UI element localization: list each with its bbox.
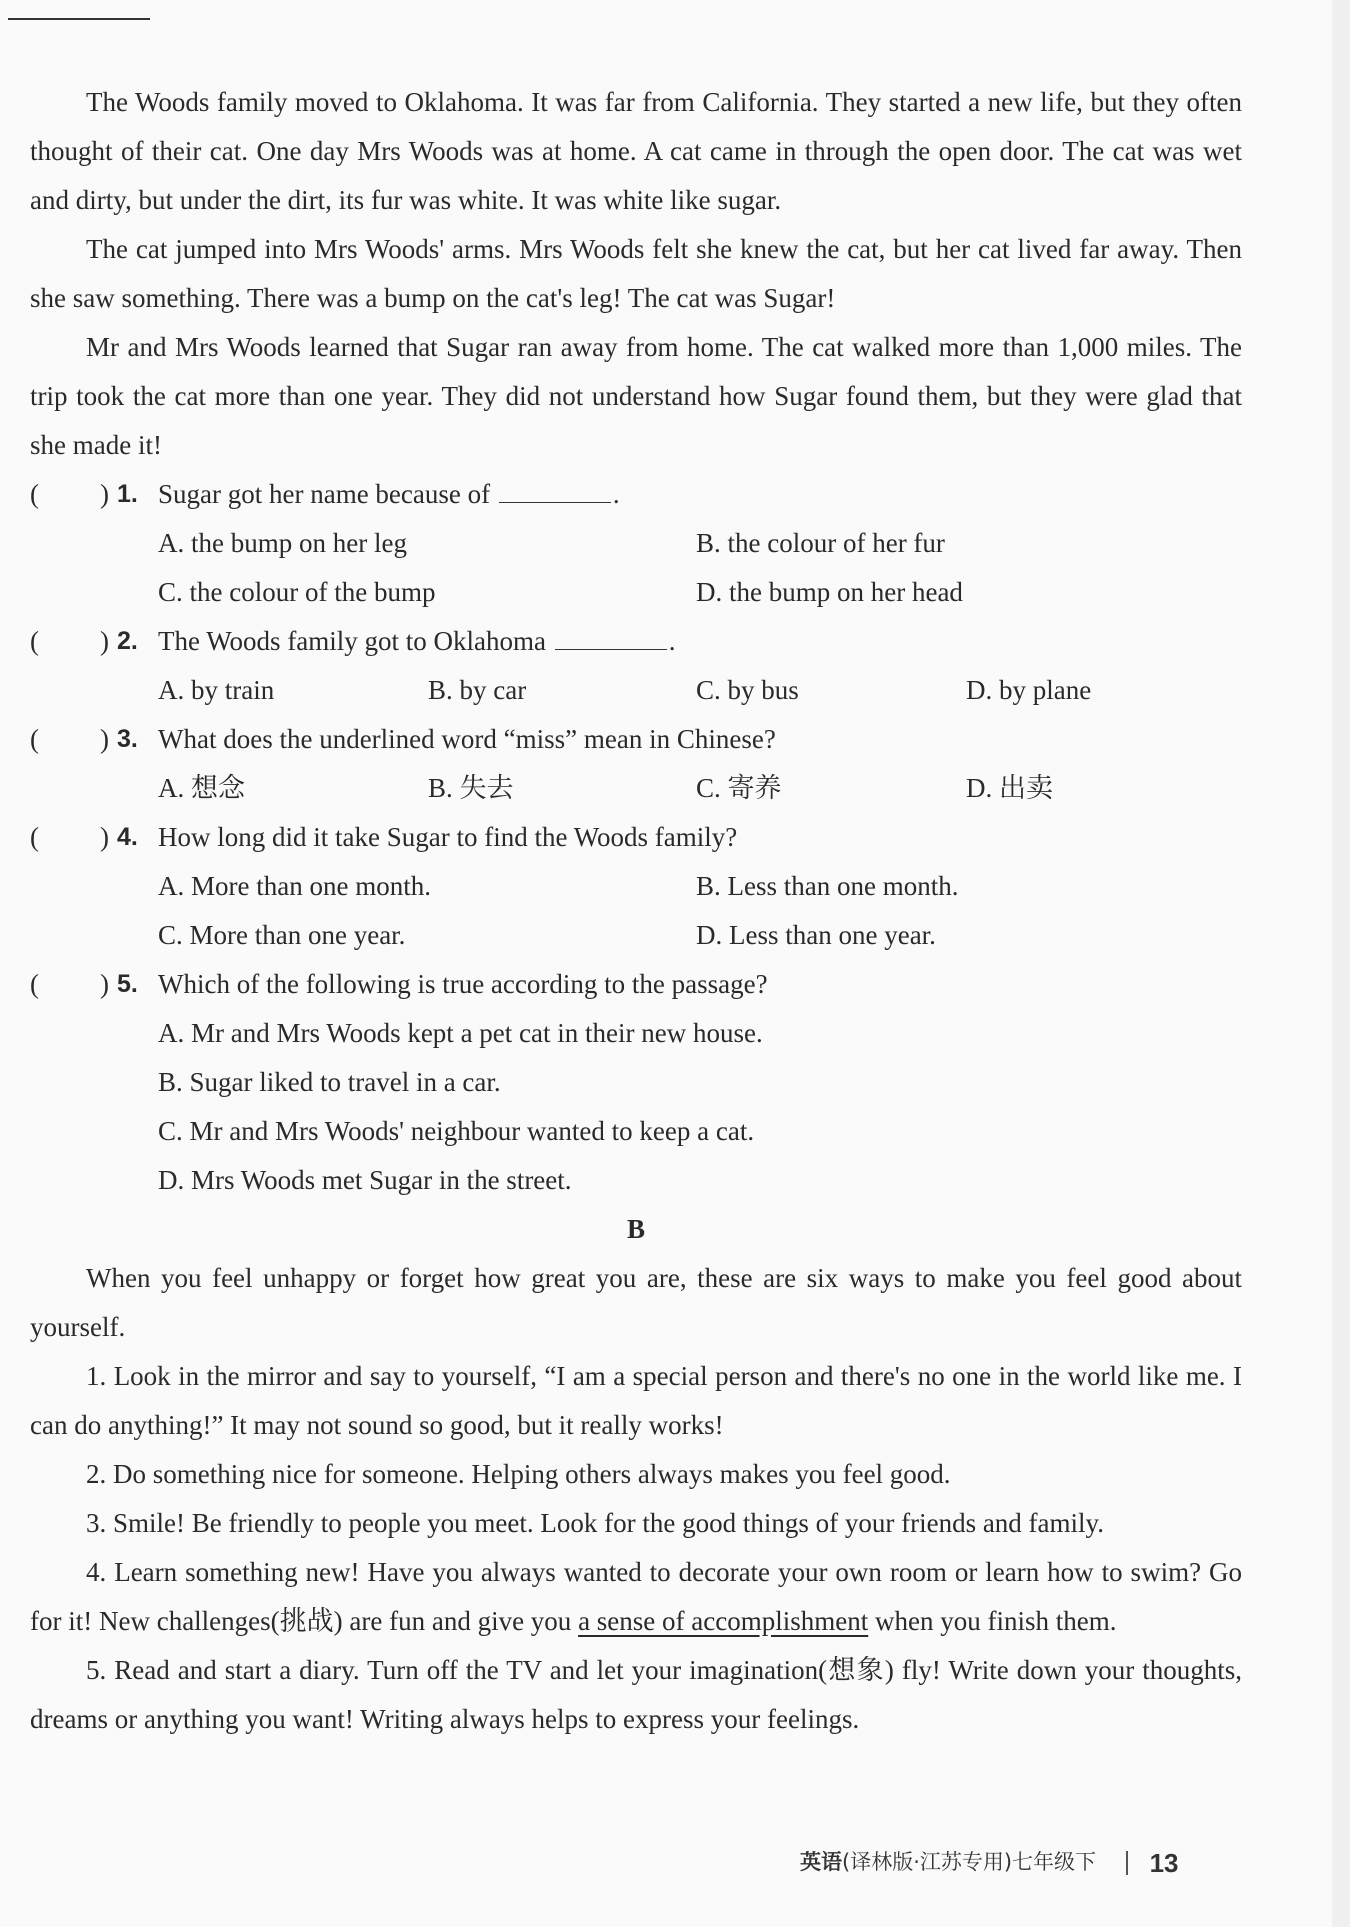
option-a: A. More than one month. [158, 871, 431, 901]
answer-paren-open: ( [30, 822, 39, 852]
page-content [30, 78, 1242, 1744]
option-b: B. Less than one month. [696, 871, 959, 901]
options-row [30, 1156, 1242, 1205]
answer-paren-close: ) [100, 479, 109, 509]
option-c: C. 寄养 [696, 773, 782, 803]
question-number: 5. [117, 970, 138, 998]
question-number: 4. [117, 823, 138, 851]
options-row [30, 519, 1242, 568]
question-text: Which of the following is true according to the passage? [158, 969, 768, 999]
option-c: C. the colour of the bump [158, 577, 436, 607]
answer-blank [555, 623, 667, 650]
section-b-tip-2: 2. Do something nice for someone. Helping others always makes you feel good. [86, 1459, 951, 1489]
answer-paren-open: ( [30, 724, 39, 754]
option-a: A. Mr and Mrs Woods kept a pet cat in their new house. [158, 1018, 763, 1048]
page-edge-shadow [1332, 0, 1350, 1927]
option-b: B. 失去 [428, 773, 514, 803]
section-b-title: B [626, 1214, 645, 1244]
answer-paren-close: ) [100, 626, 109, 656]
section-b-tip-3: 3. Smile! Be friendly to people you meet. Look for the good things of your friends and family. [86, 1508, 1105, 1538]
passage-a-paragraph: The cat jumped into Mrs Woods' arms. Mrs Woods felt she knew the cat, but her cat lived far away. Then she saw something. There was a bump on the cat's leg! The cat was Sugar! [30, 234, 1242, 313]
question-number: 1. [117, 480, 138, 508]
option-c: C. by bus [696, 675, 799, 705]
answer-paren-open: ( [30, 626, 39, 656]
top-rule [8, 18, 150, 20]
option-b: B. by car [428, 675, 527, 705]
answer-blank [499, 476, 611, 503]
options-row [30, 764, 1242, 813]
question-text: The Woods family got to Oklahoma . [158, 617, 676, 666]
page-footer [800, 1842, 1178, 1882]
passage-a-paragraph: Mr and Mrs Woods learned that Sugar ran away from home. The cat walked more than 1,000 miles. The trip took the cat more than one year. They did not understand how Sugar found them, but they were glad that she made it! [30, 332, 1242, 460]
section-b-tip-4: 4. Learn something new! Have you always wanted to decorate your own room or learn how to swim? Go for it! New challenges(挑战) are fun and give you a sense of accomplishment when you finish them. [30, 1557, 1242, 1636]
question-2 [30, 617, 1242, 666]
option-d: D. 出卖 [966, 773, 1053, 803]
answer-paren-open: ( [30, 479, 39, 509]
question-number: 3. [117, 725, 138, 753]
option-d: D. Less than one year. [696, 920, 936, 950]
footer-subject: 英语 [800, 1850, 842, 1874]
option-c: C. Mr and Mrs Woods' neighbour wanted to keep a cat. [158, 1116, 755, 1146]
option-c: C. More than one year. [158, 920, 406, 950]
answer-paren-close: ) [100, 822, 109, 852]
options-row [30, 1107, 1242, 1156]
option-d: D. by plane [966, 675, 1092, 705]
options-row [30, 1058, 1242, 1107]
option-b: B. the colour of her fur [696, 528, 945, 558]
question-text: How long did it take Sugar to find the Woods family? [158, 822, 738, 852]
footer-divider [1126, 1851, 1128, 1875]
section-b-tip-1: 1. Look in the mirror and say to yourself, “I am a special person and there's no one in the world like me. I can do anything!” It may not sound so good, but it really works! [30, 1361, 1242, 1440]
question-1 [30, 470, 1242, 519]
option-a: A. by train [158, 675, 275, 705]
question-5 [30, 960, 1242, 1009]
section-b-intro: When you feel unhappy or forget how great you are, these are six ways to make you feel good about yourself. [30, 1263, 1242, 1342]
option-b: B. Sugar liked to travel in a car. [158, 1067, 501, 1097]
option-d: D. Mrs Woods met Sugar in the street. [158, 1165, 572, 1195]
option-d: D. the bump on her head [696, 577, 963, 607]
section-b-tip-5: 5. Read and start a diary. Turn off the TV and let your imagination(想象) fly! Write down your thoughts, dreams or anything you want! Writing always helps to express your feelings. [30, 1655, 1242, 1734]
option-a: A. 想念 [158, 773, 245, 803]
options-row [30, 666, 1242, 715]
question-4 [30, 813, 1242, 862]
options-row [30, 862, 1242, 911]
underlined-phrase: a sense of accomplishment [578, 1606, 869, 1636]
page-number: 13 [1149, 1848, 1179, 1878]
answer-paren-close: ) [100, 969, 109, 999]
question-number: 2. [117, 627, 138, 655]
options-row [30, 568, 1242, 617]
footer-edition: (译林版·江苏专用)七年级下 [842, 1850, 1097, 1874]
options-row [30, 1009, 1242, 1058]
question-text: Sugar got her name because of . [158, 470, 620, 519]
question-3 [30, 715, 1242, 764]
answer-paren-open: ( [30, 969, 39, 999]
question-text: What does the underlined word “miss” mean in Chinese? [158, 724, 776, 754]
option-a: A. the bump on her leg [158, 528, 407, 558]
answer-paren-close: ) [100, 724, 109, 754]
passage-a-paragraph: The Woods family moved to Oklahoma. It was far from California. They started a new life, but they often thought of their cat. One day Mrs Woods was at home. A cat came in through the open door. The cat was wet and dirty, but under the dirt, its fur was white. It was white like sugar. [30, 87, 1242, 215]
options-row [30, 911, 1242, 960]
